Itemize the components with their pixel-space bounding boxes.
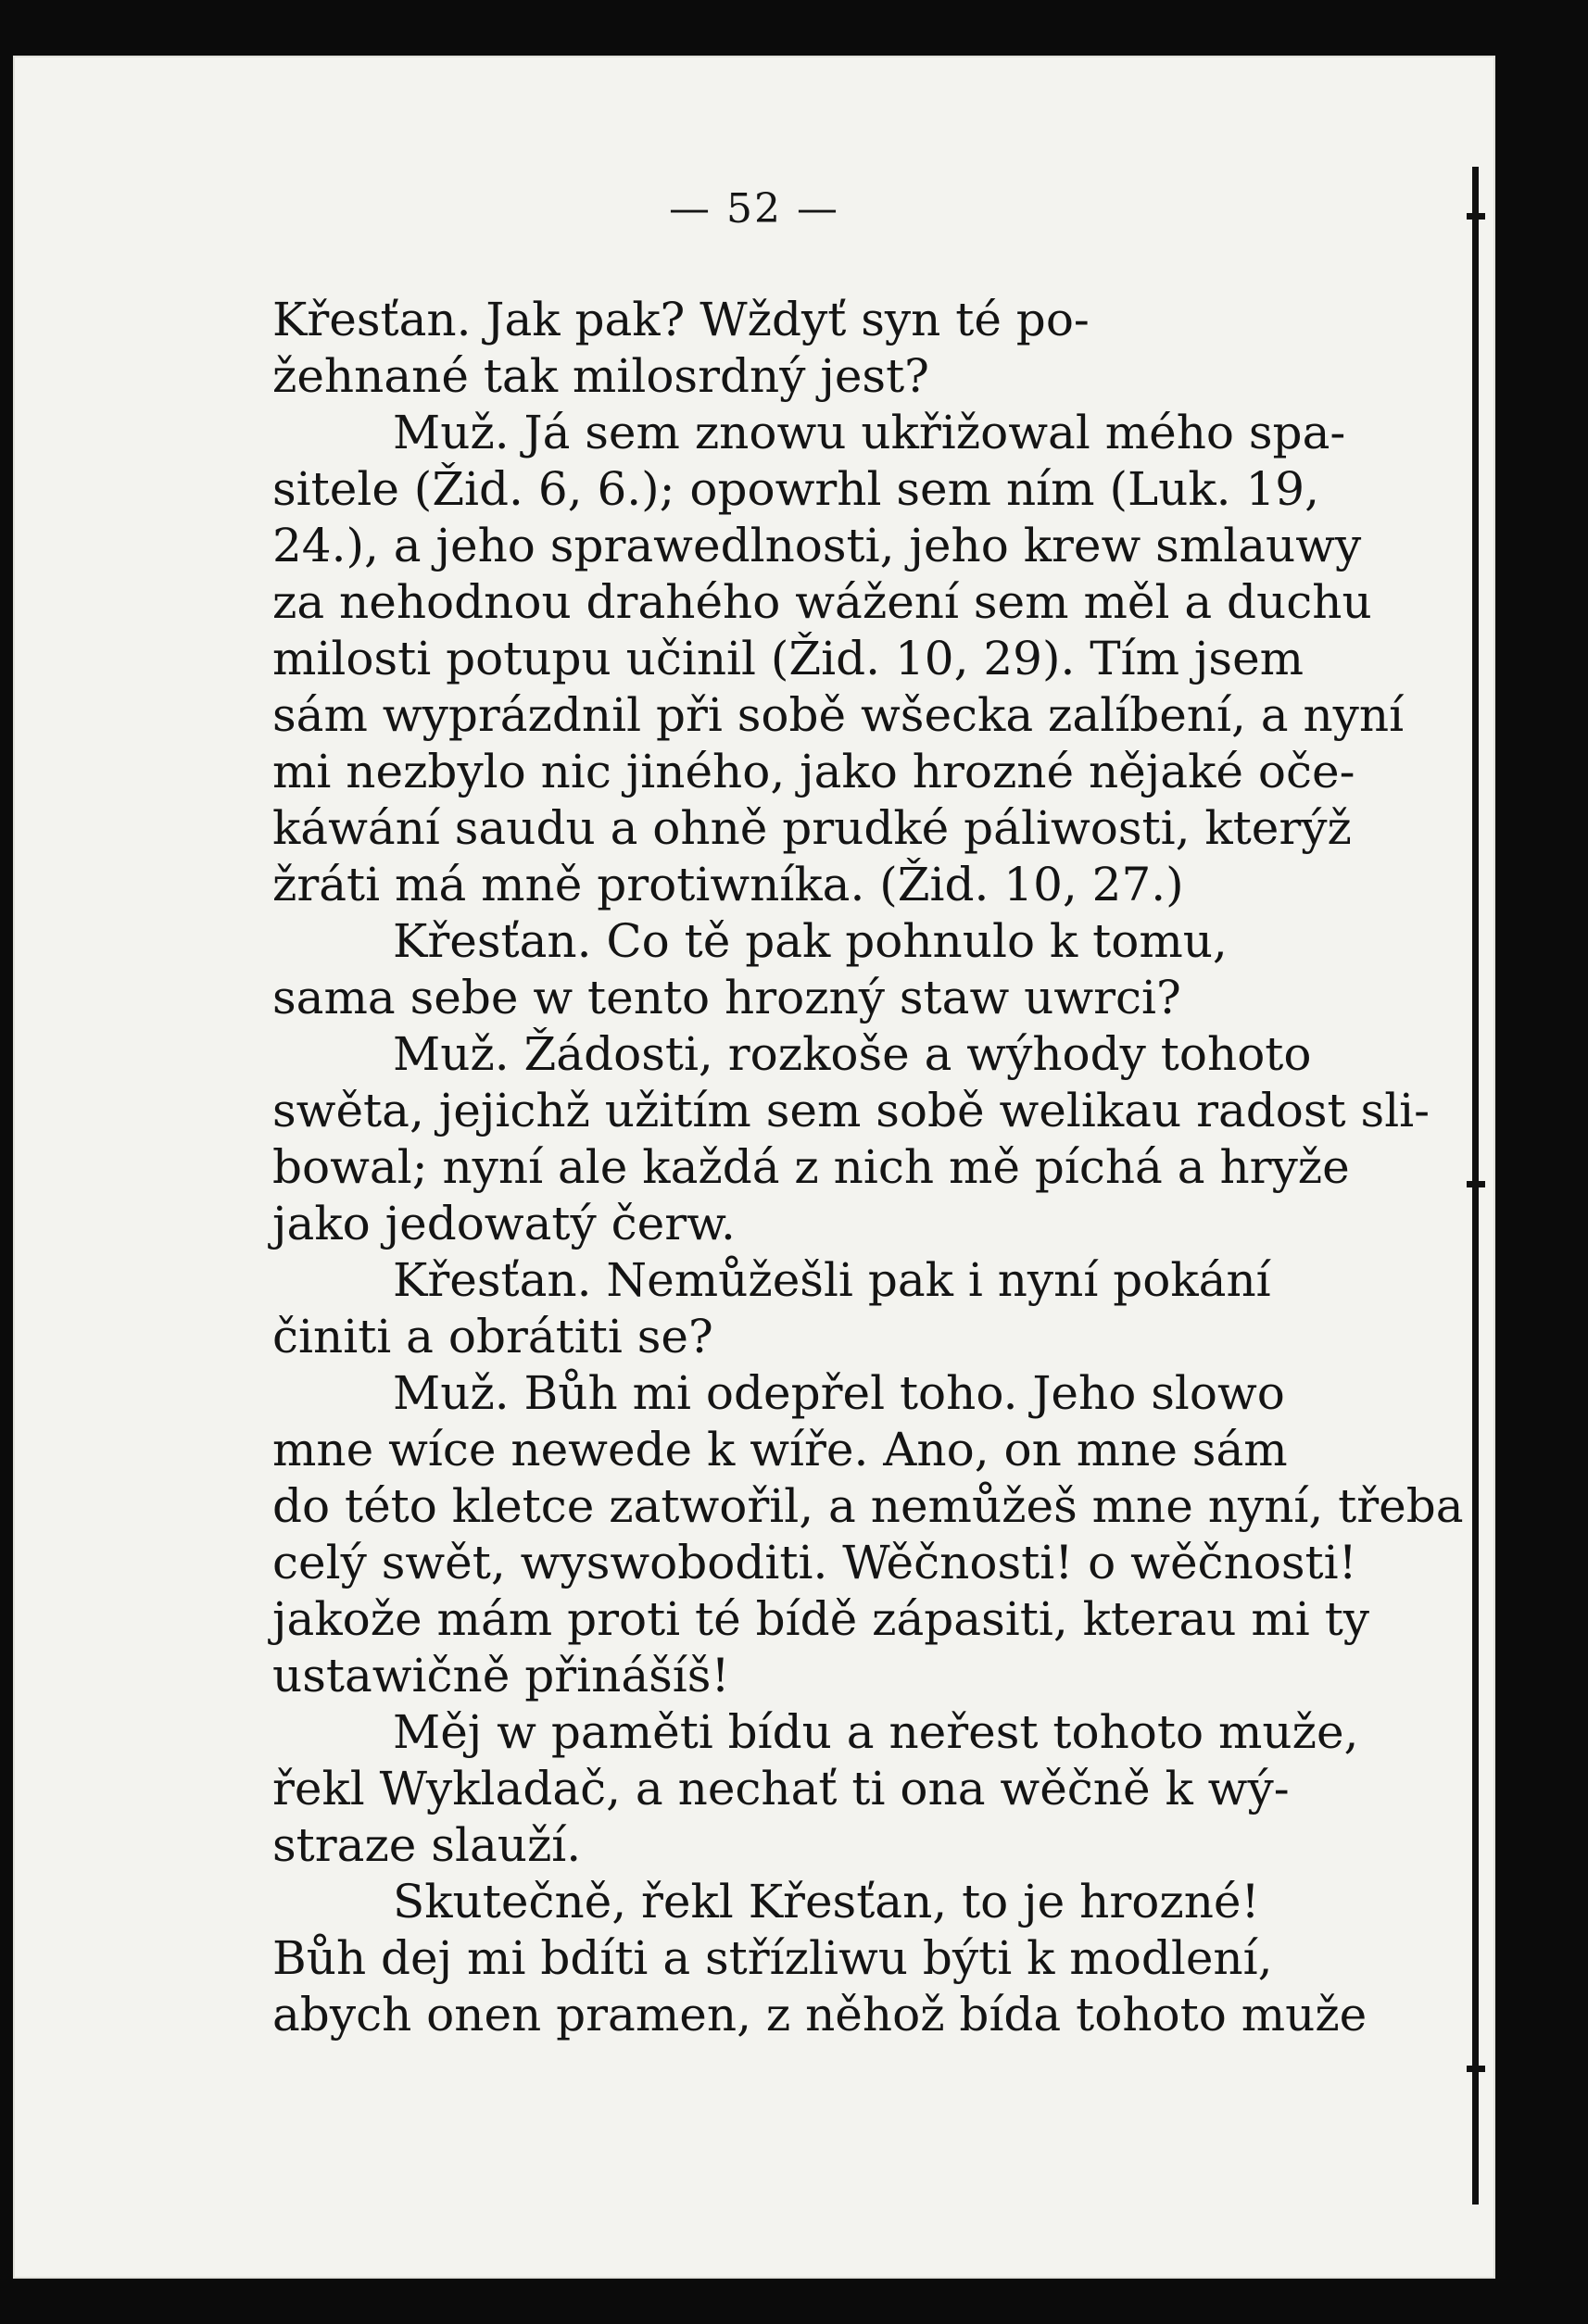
text-line: mi nezbylo nic jiného, jako hrozné nějaké oče- <box>272 745 1355 798</box>
text-line: řekl Wykladač, a nechať ti ona wěčně k wý- <box>272 1762 1290 1815</box>
paragraph <box>272 1083 1430 1252</box>
paragraph <box>272 1309 1384 1365</box>
text-line: káwání saudu a ohně prudké páliwosti, kterýž <box>272 801 1352 855</box>
paragraph <box>272 1874 1384 1930</box>
binding-edge-mark <box>1467 2066 1485 2072</box>
text-line: 24.), a jeho sprawedlnosti, jeho krew smlauwy <box>272 519 1362 572</box>
text-line: sama sebe w tento hrozný staw uwrci? <box>272 971 1181 1024</box>
text-line: bowal; nyní ale každá z nich mě píchá a hryže <box>272 1140 1350 1194</box>
paragraph <box>272 1422 1464 1704</box>
paragraph <box>272 970 1384 1026</box>
paragraph <box>272 1704 1384 1761</box>
text-line: Muž. Já sem znowu ukřižowal mého spa- <box>393 406 1346 459</box>
binding-edge-mark <box>1467 1181 1485 1187</box>
text-line: Muž. Bůh mi odepřel toho. Jeho slowo <box>393 1366 1285 1420</box>
page-number: — 52 — <box>669 185 839 232</box>
text-line: Skutečně, řekl Křesťan, to je hrozné! <box>393 1875 1260 1928</box>
text-line: za nehodnou drahého wážení sem měl a duchu <box>272 575 1372 629</box>
paragraph <box>272 1930 1384 2043</box>
text-line: žehnané tak milosrdný jest? <box>272 349 929 403</box>
text-line: swěta, jejichž užitím sem sobě welikau radost sli- <box>272 1084 1430 1137</box>
text-line: celý swět, wyswoboditi. Wěčnosti! o wěčnosti! <box>272 1536 1357 1589</box>
paragraph <box>272 405 1384 461</box>
paragraph <box>272 1026 1384 1083</box>
paragraph <box>272 1252 1384 1309</box>
text-line: činiti a obrátiti se? <box>272 1310 713 1363</box>
text-line: sám wyprázdnil při sobě wšecka zalíbení, a nyní <box>272 688 1405 742</box>
text-line: milosti potupu učinil (Žid. 10, 29). Tím jsem <box>272 632 1304 685</box>
page-text <box>272 292 1464 2043</box>
text-line: straze slauží. <box>272 1818 582 1872</box>
text-line: jako jedowatý čerw. <box>272 1197 736 1250</box>
text-line: sitele (Žid. 6, 6.); opowrhl sem ním (Luk. 19, <box>272 462 1319 516</box>
text-line: Křesťan. Co tě pak pohnulo k tomu, <box>393 914 1228 968</box>
text-line: jakože mám proti té bídě zápasiti, kterau mi ty <box>272 1592 1370 1646</box>
paragraph <box>272 292 1384 405</box>
text-line: ustawičně přinášíš! <box>272 1649 730 1702</box>
text-line: do této kletce zatwořil, a nemůžeš mne nyní, třeba <box>272 1479 1464 1533</box>
paragraph <box>272 461 1405 913</box>
text-line: mne wíce newede k wíře. Ano, on mne sám <box>272 1423 1288 1476</box>
paragraph <box>272 913 1384 970</box>
text-line: žráti má mně protiwníka. (Žid. 10, 27.) <box>272 858 1184 911</box>
text-line: Křesťan. Jak pak? Wždyť syn té po- <box>272 293 1090 346</box>
book-page <box>13 56 1495 2279</box>
paragraph <box>272 1761 1384 1874</box>
text-line: abych onen pramen, z něhož bída tohoto muže <box>272 1988 1367 2041</box>
text-line: Křesťan. Nemůžešli pak i nyní pokání <box>393 1253 1271 1307</box>
text-line: Bůh dej mi bdíti a střízliwu býti k modlení, <box>272 1931 1273 1985</box>
paragraph <box>272 1365 1384 1422</box>
text-line: Muž. Žádosti, rozkoše a wýhody tohoto <box>393 1027 1312 1081</box>
text-line: Měj w paměti bídu a neřest tohoto muže, <box>393 1705 1359 1759</box>
